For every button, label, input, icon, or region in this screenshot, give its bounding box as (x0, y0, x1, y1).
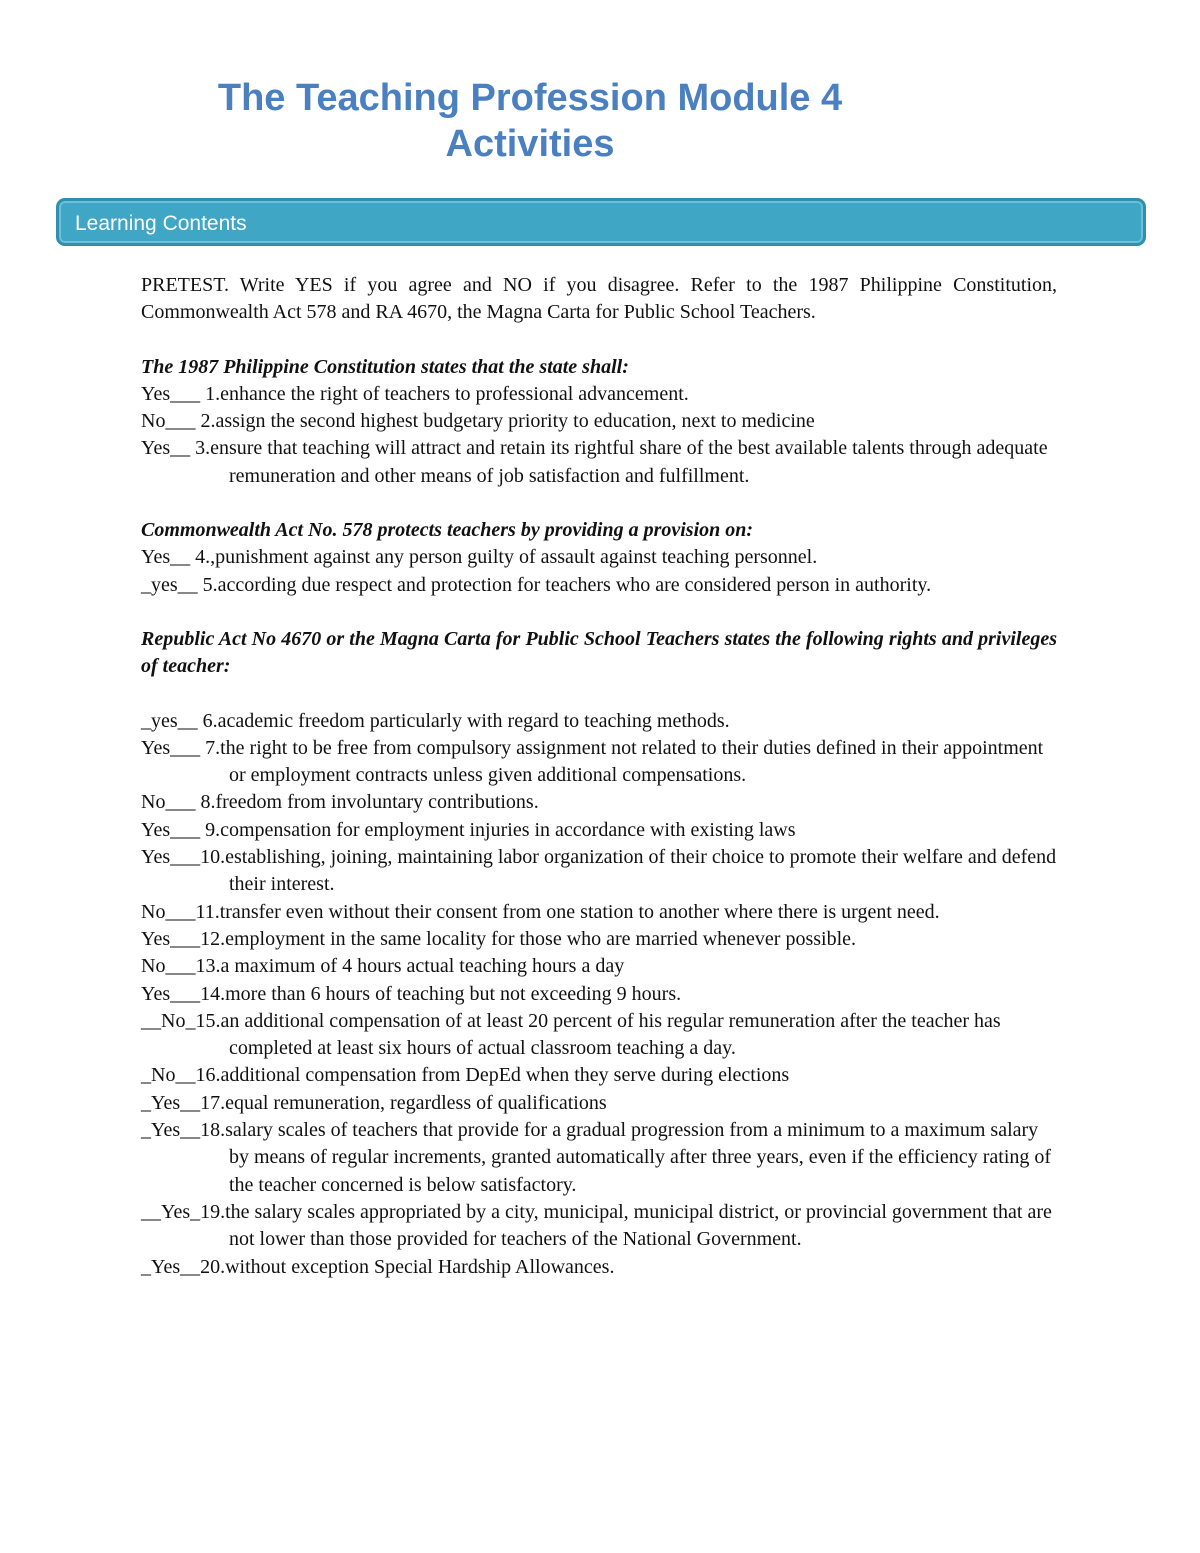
item-text: assign the second highest budgetary priority to education, next to medicine (215, 410, 815, 433)
list-commonwealth (141, 544, 1057, 599)
list-item (141, 1062, 1057, 1089)
item-number: 1. (205, 382, 221, 405)
answer: _Yes__ (141, 1255, 201, 1278)
answer: No___ (141, 955, 196, 978)
answer: Yes___ (141, 736, 206, 759)
list-item (141, 789, 1057, 816)
item-number: 16. (195, 1064, 221, 1087)
list-item (141, 1117, 1057, 1199)
item-number: 5. (202, 573, 218, 596)
item-text: a maximum of 4 hours actual teaching hours a day (220, 955, 625, 978)
answer: No___ (141, 791, 201, 814)
item-text: more than 6 hours of teaching but not exceeding 9 hours. (225, 982, 682, 1005)
item-text: equal remuneration, regardless of qualifications (225, 1091, 607, 1114)
item-number: 13. (195, 955, 221, 978)
list-item (141, 544, 1057, 571)
item-text: freedom from involuntary contributions. (215, 791, 539, 814)
list-item (141, 926, 1057, 953)
section-heading-constitution: The 1987 Philippine Constitution states that the state shall: (141, 355, 629, 378)
item-number: 4. (195, 546, 211, 569)
item-text: transfer even without their consent from one station to another where there is urgent need. (219, 900, 940, 923)
item-text: the right to be free from compulsory assignment not related to their duties defined in their appointment or employment contracts unless given additional compensations. (220, 736, 1044, 787)
answer: Yes__ (141, 546, 196, 569)
answer: _yes__ (141, 573, 203, 596)
item-text: salary scales of teachers that provide for a gradual progression from a minimum to a maximum salary by means of regular increments, granted automatically after three years, even if the efficiency rating of the teacher concerned is below satisfactory. (225, 1119, 1052, 1196)
item-number: 12. (200, 927, 226, 950)
item-number: 17. (200, 1091, 226, 1114)
item-text: additional compensation from DepEd when they serve during elections (220, 1064, 790, 1087)
item-text: employment in the same locality for those who are married whenever possible. (225, 927, 857, 950)
answer: No___ (141, 410, 201, 433)
item-number: 3. (195, 437, 211, 460)
banner-label: Learning Contents (75, 212, 247, 235)
answer: Yes__ (141, 437, 196, 460)
item-text: compensation for employment injuries in accordance with existing laws (220, 818, 796, 841)
list-item (141, 1199, 1057, 1254)
item-number: 20. (200, 1255, 226, 1278)
item-number: 9. (205, 818, 221, 841)
item-text: academic freedom particularly with regard to teaching methods. (217, 709, 730, 732)
item-text: ensure that teaching will attract and retain its rightful share of the best available talents through adequate remuneration and other means of job satisfaction and fulfillment. (210, 437, 1048, 487)
item-text: an additional compensation of at least 20 percent of his regular remuneration after the teacher has completed at least six hours of actual classroom teaching a day. (220, 1009, 1001, 1060)
item-number: 15. (195, 1009, 221, 1032)
answer: Yes___ (141, 982, 201, 1005)
item-number: 8. (200, 791, 216, 814)
document-body (141, 272, 1057, 1281)
item-number: 10. (200, 846, 226, 869)
answer: No___ (141, 900, 196, 923)
page-title (0, 75, 1060, 167)
answer: _yes__ (141, 709, 203, 732)
title-line-1: The Teaching Profession Module 4 (217, 77, 843, 119)
list-item (141, 981, 1057, 1008)
list-item (141, 844, 1057, 899)
answer: _Yes__ (141, 1119, 201, 1142)
item-number: 19. (200, 1200, 226, 1223)
item-number: 7. (205, 736, 221, 759)
answer: _Yes__ (141, 1091, 201, 1114)
item-text: ,punishment against any person guilty of assault against teaching personnel. (210, 546, 818, 569)
pretest-instructions: PRETEST. Write YES if you agree and NO if you disagree. Refer to the 1987 Philippine Constitution, Commonwealth Act 578 and RA 4670, the Magna Carta for Public School Teachers. (141, 274, 1057, 324)
item-number: 11. (195, 900, 220, 923)
list-item (141, 572, 1057, 599)
answer: __Yes_ (141, 1200, 201, 1223)
item-text: the salary scales appropriated by a city, municipal, municipal district, or provincial government that are not lower than those provided for teachers of the National Government. (225, 1200, 1052, 1251)
list-item (141, 1008, 1057, 1063)
list-constitution (141, 381, 1057, 490)
list-item (141, 435, 1057, 490)
list-magna-carta (141, 708, 1057, 1281)
answer: _No__ (141, 1064, 196, 1087)
answer: Yes___ (141, 818, 206, 841)
list-item (141, 817, 1057, 844)
answer: Yes___ (141, 846, 201, 869)
list-item (141, 708, 1057, 735)
item-number: 18. (200, 1119, 226, 1142)
title-line-2: Activities (445, 123, 615, 165)
list-item (141, 735, 1057, 790)
item-text: establishing, joining, maintaining labor organization of their choice to promote their welfare and defend their interest. (225, 846, 1057, 896)
answer: Yes___ (141, 382, 206, 405)
list-item (141, 899, 1057, 926)
item-text: enhance the right of teachers to professional advancement. (220, 382, 689, 405)
item-number: 14. (200, 982, 226, 1005)
item-number: 2. (200, 410, 216, 433)
list-item (141, 1254, 1057, 1281)
answer: __No_ (141, 1009, 196, 1032)
learning-contents-banner (56, 198, 1146, 246)
list-item (141, 1090, 1057, 1117)
item-number: 6. (202, 709, 218, 732)
list-item (141, 381, 1057, 408)
section-heading-commonwealth: Commonwealth Act No. 578 protects teachers by providing a provision on: (141, 519, 754, 542)
answer: Yes___ (141, 927, 201, 950)
list-item (141, 953, 1057, 980)
item-text: without exception Special Hardship Allowances. (225, 1255, 615, 1278)
item-text: according due respect and protection for teachers who are considered person in authority. (217, 573, 932, 596)
section-heading-magna-carta: Republic Act No 4670 or the Magna Carta for Public School Teachers states the following rights and privileges of teacher: (141, 627, 1057, 678)
list-item (141, 408, 1057, 435)
